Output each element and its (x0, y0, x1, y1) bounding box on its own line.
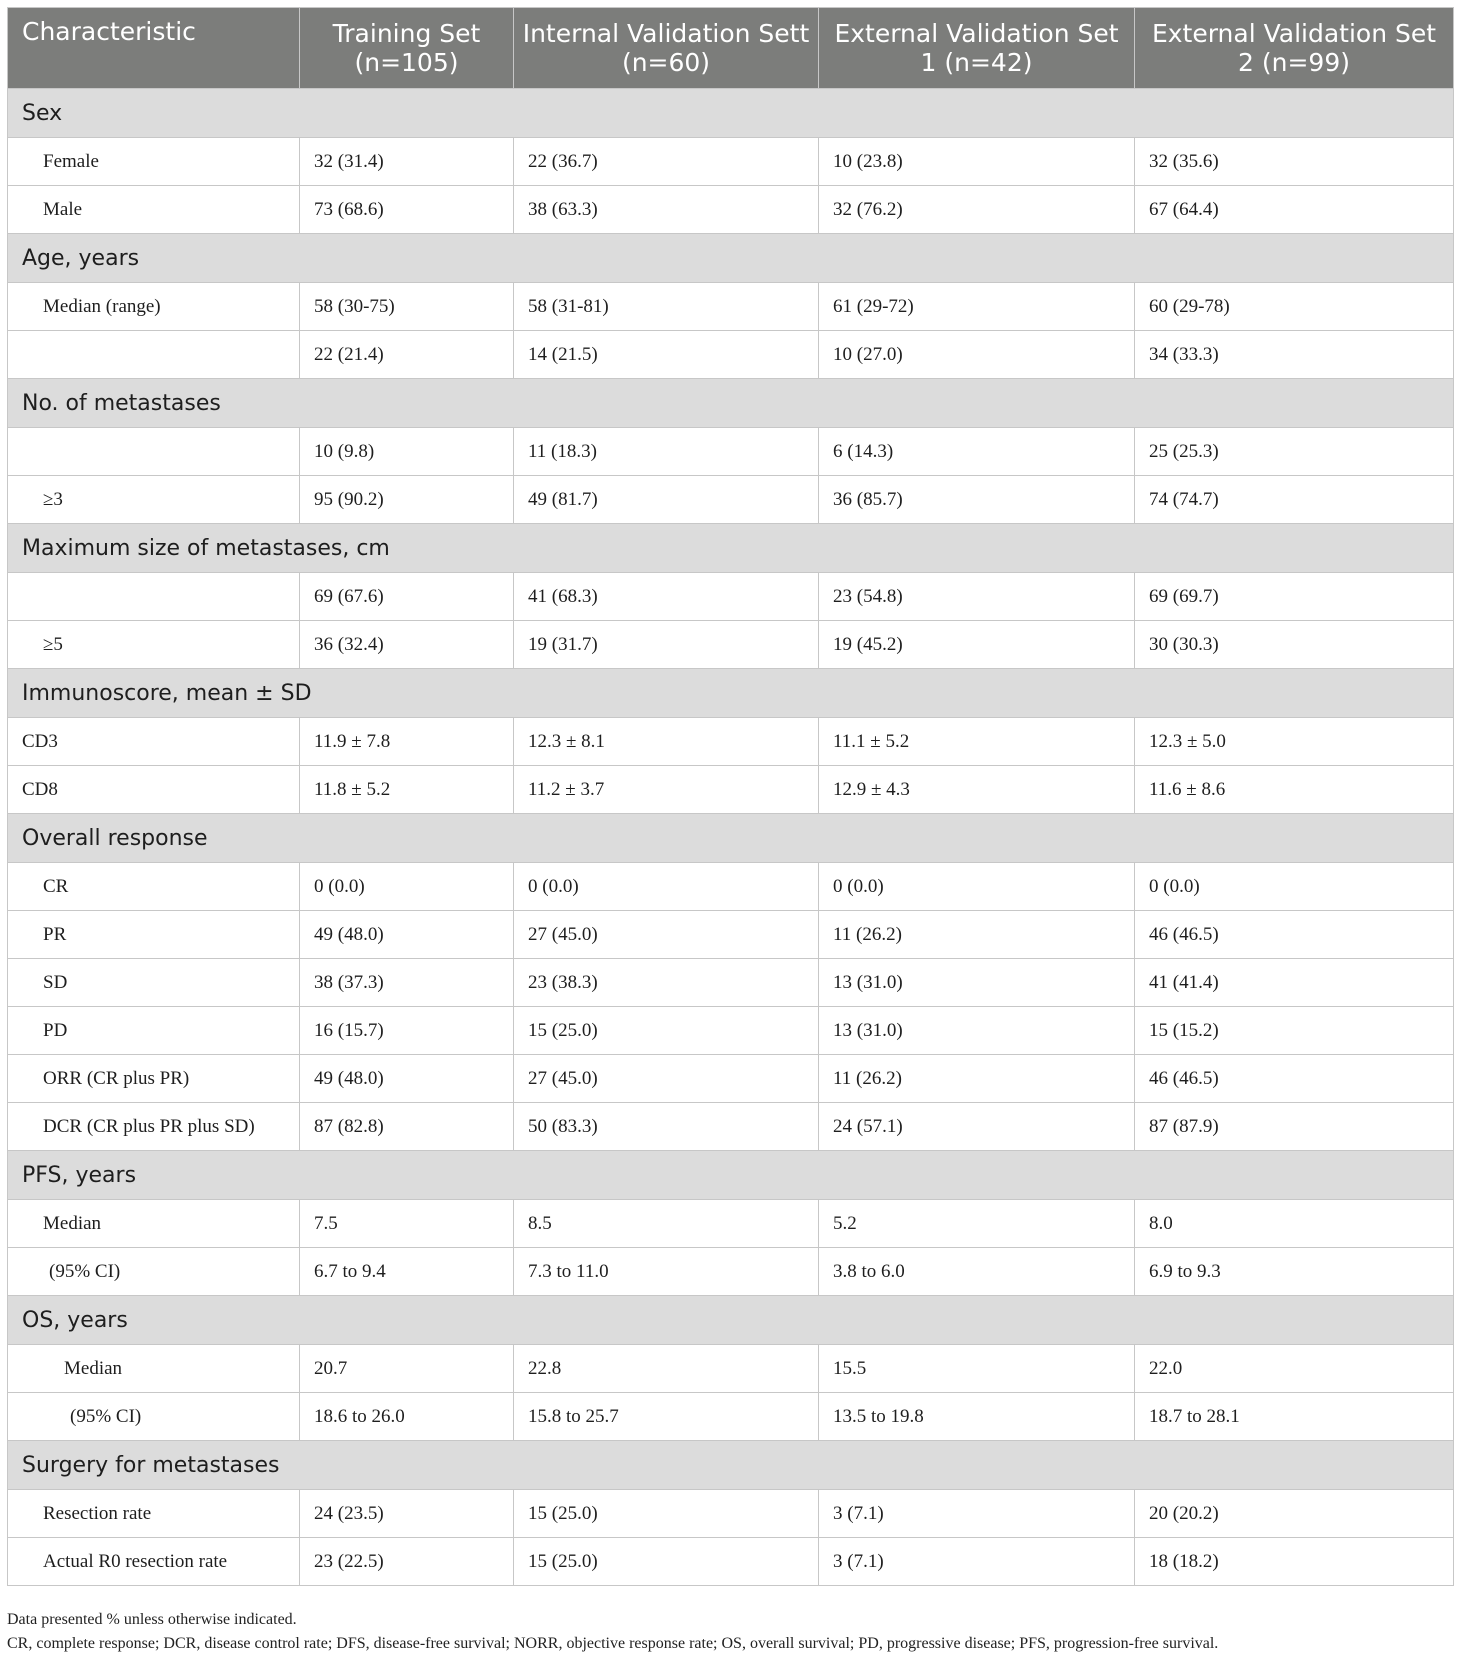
row-label (8, 331, 300, 379)
table-cell: 15 (25.0) (514, 1538, 819, 1586)
row-label: (95% CI) (8, 1248, 300, 1296)
table-row (8, 138, 1454, 186)
table-cell: 6 (14.3) (819, 428, 1135, 476)
row-label: Median (8, 1200, 300, 1248)
table-row (8, 1248, 1454, 1296)
table-cell: 20.7 (300, 1345, 514, 1393)
table-cell: 27 (45.0) (514, 911, 819, 959)
table-cell: 8.5 (514, 1200, 819, 1248)
table-row (8, 911, 1454, 959)
table-cell: 12.3 ± 8.1 (514, 718, 819, 766)
table-row (8, 331, 1454, 379)
table-row (8, 573, 1454, 621)
row-label: ≥3 (8, 476, 300, 524)
section-label: Surgery for metastases (8, 1441, 1454, 1490)
table-cell: 15.8 to 25.7 (514, 1393, 819, 1441)
table-cell: 41 (68.3) (514, 573, 819, 621)
section-label: Sex (8, 89, 1454, 138)
table-cell: 24 (23.5) (300, 1490, 514, 1538)
table-cell: 49 (81.7) (514, 476, 819, 524)
table-cell: 41 (41.4) (1135, 959, 1454, 1007)
table-cell: 8.0 (1135, 1200, 1454, 1248)
table-cell: 49 (48.0) (300, 911, 514, 959)
header-external-validation-set-1: External Validation Set 1 (n=42) (819, 8, 1135, 89)
table-cell: 24 (57.1) (819, 1103, 1135, 1151)
row-label: Actual R0 resection rate (8, 1538, 300, 1586)
table-cell: 15 (25.0) (514, 1490, 819, 1538)
table-cell: 58 (31-81) (514, 283, 819, 331)
section-label: No. of metastases (8, 379, 1454, 428)
row-label: CR (8, 863, 300, 911)
row-label: ≥5 (8, 621, 300, 669)
section-row (8, 234, 1454, 283)
section-label: OS, years (8, 1296, 1454, 1345)
table-cell: 12.3 ± 5.0 (1135, 718, 1454, 766)
table-cell: 14 (21.5) (514, 331, 819, 379)
table-cell: 46 (46.5) (1135, 1055, 1454, 1103)
table-cell: 20 (20.2) (1135, 1490, 1454, 1538)
table-cell: 69 (67.6) (300, 573, 514, 621)
footnote: CR, complete response; DCR, disease control rate; DFS, disease-free survival; NORR, objective response rate; OS, overall survival; PD, progressive disease; PFS, progression-free survival. (7, 1635, 1219, 1652)
table-row (8, 1200, 1454, 1248)
table-cell: 18.7 to 28.1 (1135, 1393, 1454, 1441)
table-cell: 15 (15.2) (1135, 1007, 1454, 1055)
table-cell: 3 (7.1) (819, 1538, 1135, 1586)
table-cell: 22.0 (1135, 1345, 1454, 1393)
table-cell: 11 (18.3) (514, 428, 819, 476)
table-row (8, 1103, 1454, 1151)
section-row (8, 89, 1454, 138)
header-internal-validation-set: Internal Validation Sett (n=60) (514, 8, 819, 89)
table-row (8, 1007, 1454, 1055)
table-header-row (8, 8, 1454, 89)
table-cell: 61 (29-72) (819, 283, 1135, 331)
table-cell: 32 (31.4) (300, 138, 514, 186)
table-cell: 11.2 ± 3.7 (514, 766, 819, 814)
table-cell: 0 (0.0) (514, 863, 819, 911)
table-row (8, 766, 1454, 814)
table-cell: 11.9 ± 7.8 (300, 718, 514, 766)
table-cell: 23 (54.8) (819, 573, 1135, 621)
table-cell: 58 (30-75) (300, 283, 514, 331)
table-cell: 19 (45.2) (819, 621, 1135, 669)
table-cell: 11.6 ± 8.6 (1135, 766, 1454, 814)
table-cell: 38 (37.3) (300, 959, 514, 1007)
table-cell: 11.8 ± 5.2 (300, 766, 514, 814)
table-cell: 22.8 (514, 1345, 819, 1393)
table-cell: 38 (63.3) (514, 186, 819, 234)
table-row (8, 1538, 1454, 1586)
table-cell: 22 (36.7) (514, 138, 819, 186)
table-cell: 10 (23.8) (819, 138, 1135, 186)
footnote: Data presented % unless otherwise indicated. (7, 1611, 297, 1628)
table-cell: 3 (7.1) (819, 1490, 1135, 1538)
table-row (8, 718, 1454, 766)
table-cell: 13 (31.0) (819, 1007, 1135, 1055)
table-cell: 18 (18.2) (1135, 1538, 1454, 1586)
section-label: Immunoscore, mean ± SD (8, 669, 1454, 718)
table-cell: 32 (35.6) (1135, 138, 1454, 186)
table-cell: 36 (85.7) (819, 476, 1135, 524)
table-cell: 27 (45.0) (514, 1055, 819, 1103)
row-label: PR (8, 911, 300, 959)
section-row (8, 1441, 1454, 1490)
table-cell: 19 (31.7) (514, 621, 819, 669)
table-cell: 23 (38.3) (514, 959, 819, 1007)
table-cell: 5.2 (819, 1200, 1135, 1248)
table-cell: 0 (0.0) (819, 863, 1135, 911)
table-cell: 30 (30.3) (1135, 621, 1454, 669)
row-label (8, 573, 300, 621)
section-row (8, 669, 1454, 718)
table-cell: 36 (32.4) (300, 621, 514, 669)
table-row (8, 1345, 1454, 1393)
section-row (8, 379, 1454, 428)
table-cell: 25 (25.3) (1135, 428, 1454, 476)
table-cell: 49 (48.0) (300, 1055, 514, 1103)
table-row (8, 283, 1454, 331)
section-row (8, 814, 1454, 863)
table-row (8, 959, 1454, 1007)
table-row (8, 1055, 1454, 1103)
section-row (8, 524, 1454, 573)
row-label: Median (range) (8, 283, 300, 331)
table-cell: 95 (90.2) (300, 476, 514, 524)
section-label: Overall response (8, 814, 1454, 863)
table-cell: 87 (82.8) (300, 1103, 514, 1151)
row-label: Female (8, 138, 300, 186)
table-cell: 34 (33.3) (1135, 331, 1454, 379)
table-cell: 87 (87.9) (1135, 1103, 1454, 1151)
characteristics-table (7, 7, 1454, 1586)
section-label: PFS, years (8, 1151, 1454, 1200)
row-label (8, 428, 300, 476)
header-external-validation-set-2: External Validation Set 2 (n=99) (1135, 8, 1454, 89)
header-characteristic: Characteristic (8, 8, 300, 89)
table-cell: 0 (0.0) (300, 863, 514, 911)
table-cell: 16 (15.7) (300, 1007, 514, 1055)
row-label: DCR (CR plus PR plus SD) (8, 1103, 300, 1151)
section-label: Maximum size of metastases, cm (8, 524, 1454, 573)
table-row (8, 476, 1454, 524)
table-cell: 6.7 to 9.4 (300, 1248, 514, 1296)
table-cell: 32 (76.2) (819, 186, 1135, 234)
header-training-set: Training Set (n=105) (300, 8, 514, 89)
row-label: Male (8, 186, 300, 234)
table-cell: 3.8 to 6.0 (819, 1248, 1135, 1296)
table-row (8, 1393, 1454, 1441)
row-label: Median (8, 1345, 300, 1393)
table-row (8, 1490, 1454, 1538)
table-cell: 67 (64.4) (1135, 186, 1454, 234)
table-row (8, 863, 1454, 911)
table-cell: 11.1 ± 5.2 (819, 718, 1135, 766)
row-label: ORR (CR plus PR) (8, 1055, 300, 1103)
section-row (8, 1151, 1454, 1200)
row-label: CD3 (8, 718, 300, 766)
table-cell: 46 (46.5) (1135, 911, 1454, 959)
table-body (8, 89, 1454, 1586)
row-label: SD (8, 959, 300, 1007)
table-cell: 18.6 to 26.0 (300, 1393, 514, 1441)
section-row (8, 1296, 1454, 1345)
table-cell: 0 (0.0) (1135, 863, 1454, 911)
row-label: Resection rate (8, 1490, 300, 1538)
table-cell: 15.5 (819, 1345, 1135, 1393)
table-cell: 6.9 to 9.3 (1135, 1248, 1454, 1296)
table-row (8, 621, 1454, 669)
table-cell: 7.3 to 11.0 (514, 1248, 819, 1296)
table-cell: 10 (27.0) (819, 331, 1135, 379)
table-cell: 12.9 ± 4.3 (819, 766, 1135, 814)
table-cell: 11 (26.2) (819, 911, 1135, 959)
table-cell: 13.5 to 19.8 (819, 1393, 1135, 1441)
table-cell: 73 (68.6) (300, 186, 514, 234)
table-cell: 50 (83.3) (514, 1103, 819, 1151)
table-cell: 74 (74.7) (1135, 476, 1454, 524)
table-cell: 23 (22.5) (300, 1538, 514, 1586)
row-label: PD (8, 1007, 300, 1055)
row-label: (95% CI) (8, 1393, 300, 1441)
table-cell: 22 (21.4) (300, 331, 514, 379)
table-cell: 10 (9.8) (300, 428, 514, 476)
table-cell: 11 (26.2) (819, 1055, 1135, 1103)
section-label: Age, years (8, 234, 1454, 283)
table-cell: 7.5 (300, 1200, 514, 1248)
table-cell: 13 (31.0) (819, 959, 1135, 1007)
table-cell: 60 (29-78) (1135, 283, 1454, 331)
table-row (8, 428, 1454, 476)
table-cell: 69 (69.7) (1135, 573, 1454, 621)
table-row (8, 186, 1454, 234)
table-footnotes (7, 1608, 1218, 1656)
table-cell: 15 (25.0) (514, 1007, 819, 1055)
row-label: CD8 (8, 766, 300, 814)
